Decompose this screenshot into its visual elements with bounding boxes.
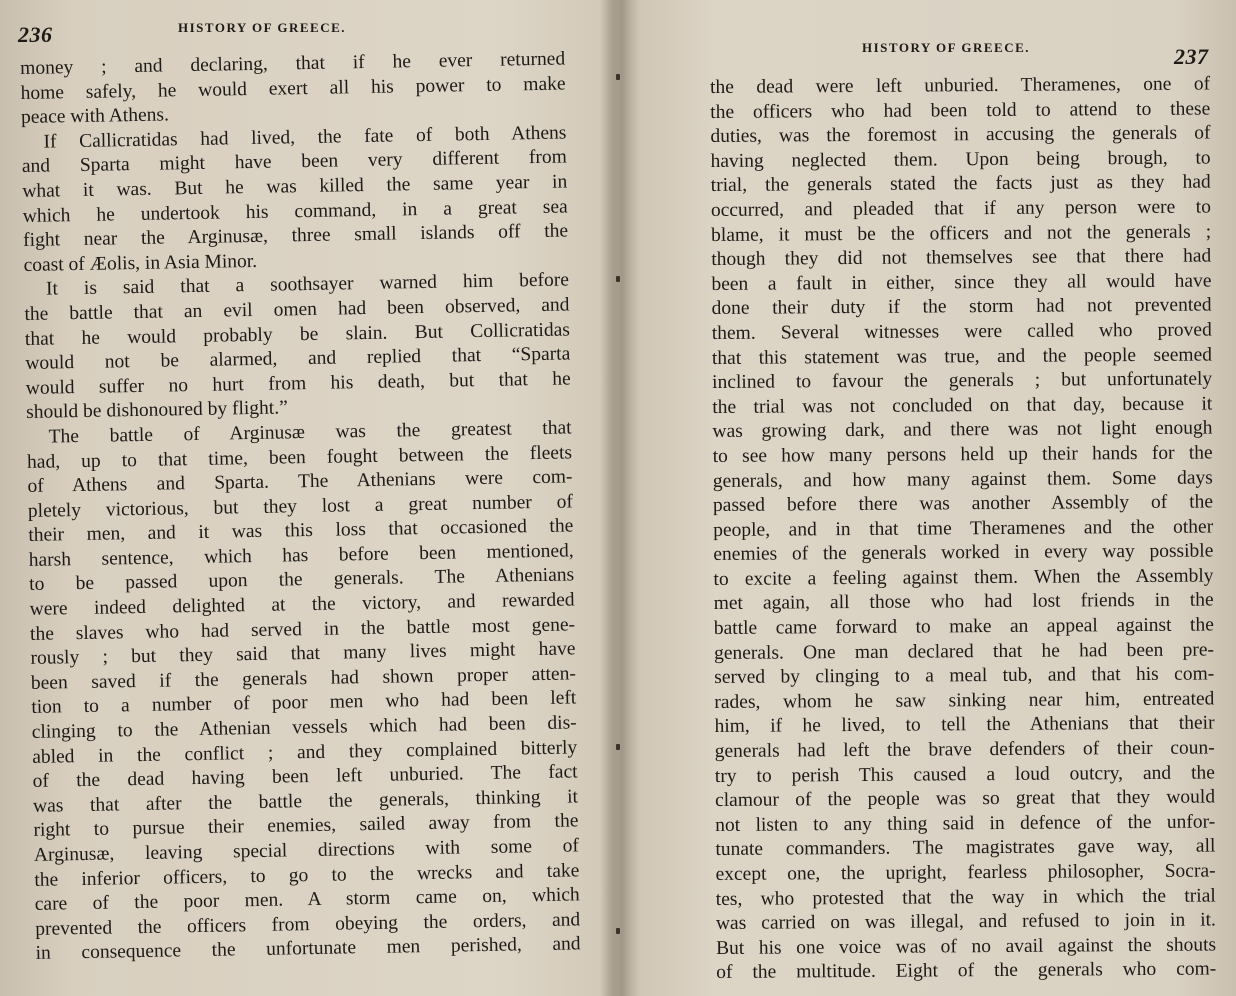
text-line: been saved if the generals had shown proper atten-: [30, 663, 577, 694]
text-line: him, if he lived, to tell the Athenians that their: [714, 712, 1215, 738]
gutter-mark: [616, 744, 620, 750]
text-line: served by clinging to a meal tub, and that his com-: [714, 663, 1215, 689]
text-line: battle came forward to make an appeal against the: [713, 614, 1214, 640]
text-line: of the multitude. Eight of the generals who com-: [716, 958, 1217, 984]
text-line: clinging to the Athenian vessels which had been dis-: [31, 712, 577, 743]
text-line: occurred, and pleaded that if any person were to: [710, 196, 1211, 221]
text-line: The battle of Arginusæ was the greatest that: [48, 417, 572, 448]
text-line: their men, and it was this loss that occasioned the: [28, 515, 574, 547]
text-line: right to pursue their enemies, sailed away from the: [33, 810, 579, 842]
text-line: passed before there was another Assembly of the: [712, 491, 1214, 517]
right-page: [640, 0, 1236, 996]
running-head: HISTORY OF GREECE.: [178, 20, 347, 35]
text-line: the trial was not concluded on that day, because it: [712, 393, 1213, 418]
text-line: would not be alarmed, and replied that “Sparta: [25, 343, 571, 375]
text-line: tes, who protested that the way in which the trial: [715, 885, 1216, 910]
book-gutter: [600, 0, 640, 996]
text-line: fight near the Arginusæ, three small islands off the: [23, 220, 569, 252]
text-line: tion to a number of poor men who had been left: [31, 687, 577, 719]
left-page: [0, 0, 600, 996]
text-line: having neglected them. Upon being brough, to: [710, 147, 1211, 172]
page-number: 236: [18, 22, 53, 47]
gutter-mark: [616, 74, 620, 80]
text-line: pletely victorious, but they lost a great number of: [27, 491, 574, 522]
running-head: HISTORY OF GREECE.: [862, 40, 1031, 55]
text-line: blame, it must be the officers and not the generals ;: [711, 221, 1212, 246]
text-line: prevented the officers from obeying the orders, and: [35, 909, 581, 940]
text-line: generals had left the brave defenders of their coun-: [714, 737, 1215, 763]
text-line: to be passed upon the generals. The Athenians: [29, 564, 575, 596]
text-line: But his one voice was of no avail against the shouts: [716, 934, 1217, 959]
text-line: to excite a feeling against them. When the Assembly: [713, 565, 1214, 590]
text-line: and Sparta might have been very different from: [21, 146, 568, 178]
text-line: were indeed delighted at the victory, and rewarded: [29, 589, 575, 620]
text-line: generals. One man declared that he had been pre-: [713, 639, 1215, 664]
page-body-text: [710, 73, 1216, 986]
text-line: which he undertook his command, in a great sea: [22, 196, 568, 227]
text-line: was carried on was illegal, and refused to join in it.: [715, 909, 1216, 935]
text-line: rades, whom he saw sinking near him, entreated: [714, 688, 1215, 713]
gutter-mark: [616, 276, 620, 282]
text-line: home safely, he would exert all his power to make: [20, 73, 566, 104]
text-line: inclined to favour the generals ; but unfortunately: [712, 368, 1213, 394]
page-body-text: [20, 47, 581, 966]
text-line: care of the poor men. A storm came on, which: [34, 884, 580, 916]
text-line: enemies of the generals worked in every way possible: [713, 540, 1214, 566]
gutter-mark: [616, 928, 620, 934]
text-line: generals, and how many against them. Some days: [712, 466, 1213, 492]
text-line: was growing dark, and there was not light enough: [712, 417, 1213, 443]
text-line: Arginusæ, leaving special directions with some of: [33, 835, 580, 866]
text-line: was that after the battle the generals, thinking it: [32, 786, 579, 817]
text-line: If Callicratidas had lived, the fate of both Athens: [43, 122, 567, 153]
text-line: people, and in that time Theramenes and the other: [713, 516, 1214, 541]
text-line: coast of Æolis, in Asia Minor.: [23, 250, 258, 276]
text-line: the dead were left unburied. Theramenes, one of: [710, 73, 1211, 98]
text-line: done their duty if the storm had not prevented: [711, 294, 1212, 320]
text-line: had, up to that time, been fought between the fleets: [26, 441, 573, 473]
text-line: should be dishonoured by flight.”: [26, 397, 288, 424]
text-line: peace with Athens.: [20, 104, 170, 129]
text-line: abled in the conflict ; and they complained bitterly: [32, 737, 578, 768]
text-line: that this statement was true, and the people seemed: [711, 344, 1213, 369]
page-number: 237: [1174, 44, 1209, 69]
text-line: try to perish This caused a loud outcry, and the: [714, 762, 1215, 787]
text-line: to see how many persons held up their hands for the: [712, 442, 1213, 467]
text-line: trial, the generals stated the facts just as they had: [710, 171, 1211, 197]
text-line: except one, the upright, fearless philosopher, Socra-: [715, 860, 1216, 885]
text-line: them. Several witnesses were called who proved: [711, 319, 1212, 344]
text-line: duties, was the foremost in accusing the generals of: [710, 122, 1211, 148]
text-line: not listen to any thing said in defence of the unfor-: [715, 811, 1216, 836]
text-line: that he would probably be slain. But Collicratidas: [24, 318, 571, 350]
text-line: in consequence the unfortunate men perished, and: [35, 933, 581, 965]
text-line: money ; and declaring, that if he ever returned: [20, 48, 566, 79]
text-line: of the dead having been left unburied. The fact: [32, 761, 578, 793]
text-line: the inferior officers, to go to the wrecks and take: [34, 859, 580, 891]
text-line: clamour of the people was so great that they would: [714, 786, 1216, 812]
text-line: been a fault in either, since they all would have: [711, 270, 1212, 295]
text-line: rously ; but they said that many lives might have: [30, 638, 576, 670]
text-line: the battle that an evil omen had been observed, and: [24, 294, 570, 325]
text-line: of Athens and Sparta. The Athenians were com-: [27, 466, 573, 498]
text-line: the slaves who had served in the battle most gene-: [29, 614, 576, 645]
text-line: It is said that a soothsayer warned him before: [45, 269, 570, 300]
text-line: would suffer no hurt from his death, but that he: [25, 368, 571, 399]
text-line: tunate commanders. The magistrates gave way, all: [715, 835, 1216, 861]
text-line: though they did not themselves see that there had: [711, 245, 1212, 271]
text-line: the officers who had been told to attend to these: [710, 98, 1211, 123]
text-line: harsh sentence, which has before been mentioned,: [28, 540, 574, 571]
text-line: what it was. But he was killed the same year in: [22, 171, 568, 202]
text-line: met again, all those who had lost friends in the: [713, 589, 1214, 615]
